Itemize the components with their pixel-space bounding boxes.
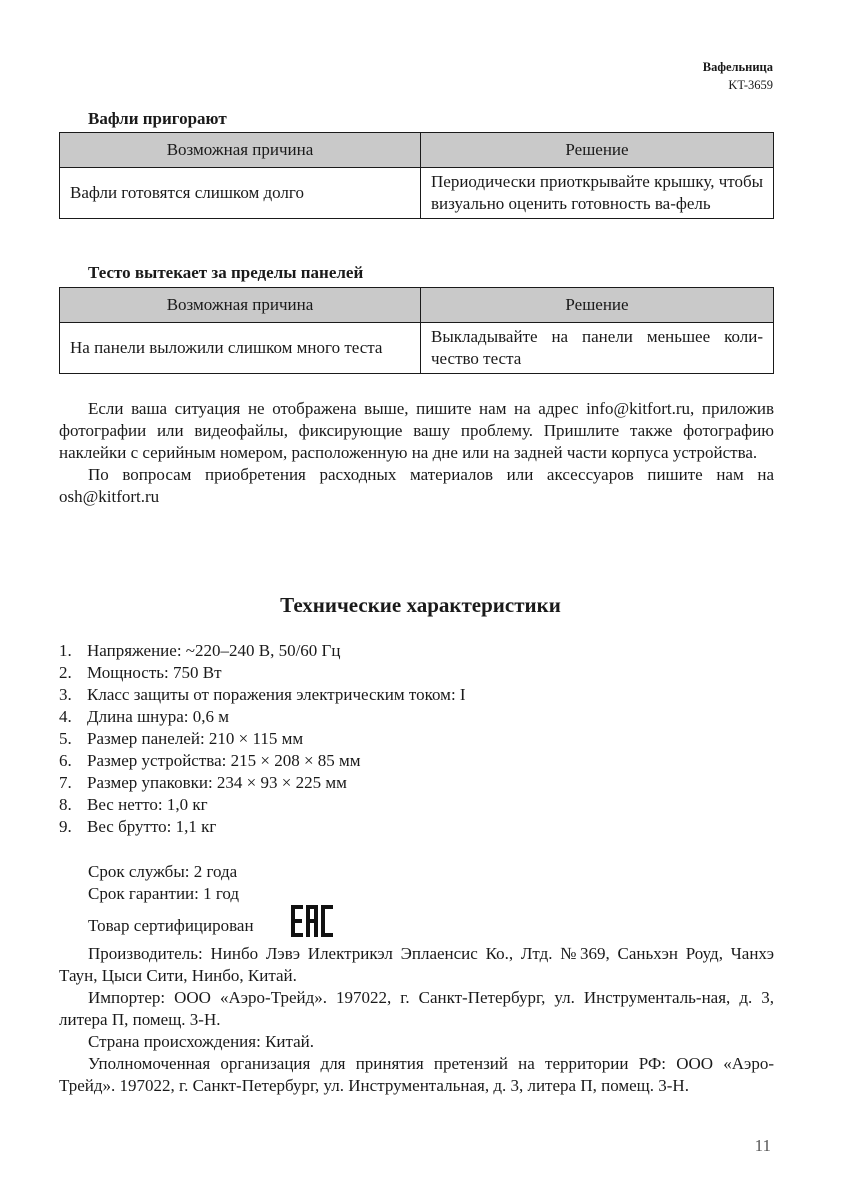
page-header bbox=[703, 58, 773, 94]
item-text: Длина шнура: 0,6 м bbox=[87, 707, 230, 726]
item-text: Размер панелей: 210 × 115 мм bbox=[87, 729, 304, 748]
column-header-solution: Решение bbox=[421, 288, 774, 323]
item-text: Вес нетто: 1,0 кг bbox=[87, 795, 208, 814]
section-title-overflow: Тесто вытекает за пределы панелей bbox=[88, 263, 364, 282]
item-text: Размер устройства: 215 × 208 × 85 мм bbox=[87, 751, 361, 770]
cause-cell: На панели выложили слишком много теста bbox=[60, 323, 421, 374]
table-header-row bbox=[60, 288, 774, 323]
list-item bbox=[59, 728, 466, 750]
list-item bbox=[59, 684, 466, 706]
column-header-cause: Возможная причина bbox=[60, 288, 421, 323]
table-header-row bbox=[60, 133, 774, 168]
column-header-cause: Возможная причина bbox=[60, 133, 421, 168]
list-item bbox=[59, 706, 466, 728]
certification-line bbox=[59, 905, 774, 943]
product-info bbox=[59, 861, 774, 1097]
contact-paragraph-support: Если ваша ситуация не отображена выше, пишите нам на адрес info@kitfort.ru, приложив фотографии или видеофайлы, фиксирующие вашу проблему. Пришлите также фотографию наклейки с серийным номером, расположенную на дне или на задней части корпуса устройства. bbox=[59, 399, 774, 462]
eac-mark-icon bbox=[262, 905, 333, 943]
item-text: Класс защиты от поражения электрическим током: I bbox=[87, 685, 466, 704]
country-of-origin: Страна происхождения: Китай. bbox=[88, 1032, 315, 1051]
item-text: Вес брутто: 1,1 кг bbox=[87, 817, 217, 836]
list-item bbox=[59, 816, 466, 838]
item-text: Размер упаковки: 234 × 93 × 225 мм bbox=[87, 773, 347, 792]
product-model: KT-3659 bbox=[728, 78, 773, 92]
list-item bbox=[59, 794, 466, 816]
cause-cell: Вафли готовятся слишком долго bbox=[60, 168, 421, 219]
troubleshoot-table-burning bbox=[59, 132, 774, 219]
item-number: 8. bbox=[59, 795, 72, 814]
table-row bbox=[60, 168, 774, 219]
importer: Импортер: ООО «Аэро-Трейд». 197022, г. Санкт-Петербург, ул. Инструменталь-ная, д. 3, литера П, помещ. 3-Н. bbox=[59, 988, 774, 1029]
solution-cell: Периодически приоткрывайте крышку, чтобы визуально оценить готовность ва-фель bbox=[421, 168, 774, 219]
item-text: Мощность: 750 Вт bbox=[87, 663, 222, 682]
item-number: 9. bbox=[59, 817, 72, 836]
list-item bbox=[59, 750, 466, 772]
item-text: Напряжение: ~220–240 В, 50/60 Гц bbox=[87, 641, 341, 660]
product-name: Вафельница bbox=[702, 60, 773, 74]
contact-section bbox=[59, 398, 774, 508]
authorized-organization: Уполномоченная организация для принятия претензий на территории РФ: ООО «Аэро-Трейд». 197022, г. Санкт-Петербург, ул. Инструментальная, д. 3, литера П, помещ. 3-Н. bbox=[59, 1054, 774, 1095]
troubleshoot-table-overflow bbox=[59, 287, 774, 374]
column-header-solution: Решение bbox=[421, 133, 774, 168]
table-row bbox=[60, 323, 774, 374]
service-life: Срок службы: 2 года bbox=[88, 862, 238, 881]
page-number: 11 bbox=[754, 1136, 771, 1155]
item-number: 6. bbox=[59, 751, 72, 770]
specs-title: Технические характеристики bbox=[280, 593, 561, 617]
list-item bbox=[59, 640, 466, 662]
manufacturer: Производитель: Нинбо Лэвэ Илектрикэл Эплаенсис Ко., Лтд. №369, Саньхэн Роуд, Чанхэ Таун, Цыси Сити, Нинбо, Китай. bbox=[59, 944, 774, 985]
solution-cell: Выкладывайте на панели меньшее коли-чество теста bbox=[421, 323, 774, 374]
item-number: 4. bbox=[59, 707, 72, 726]
list-item bbox=[59, 662, 466, 684]
specs-list bbox=[59, 640, 466, 838]
item-number: 5. bbox=[59, 729, 72, 748]
item-number: 2. bbox=[59, 663, 72, 682]
list-item bbox=[59, 772, 466, 794]
item-number: 7. bbox=[59, 773, 72, 792]
certified-label: Товар сертифицирован bbox=[88, 916, 254, 935]
warranty-period: Срок гарантии: 1 год bbox=[88, 884, 240, 903]
item-number: 3. bbox=[59, 685, 72, 704]
contact-paragraph-accessories: По вопросам приобретения расходных материалов или аксессуаров пишите нам на osh@kitfort.ru bbox=[59, 465, 774, 506]
item-number: 1. bbox=[59, 641, 72, 660]
section-title-burning: Вафли пригорают bbox=[88, 109, 227, 128]
